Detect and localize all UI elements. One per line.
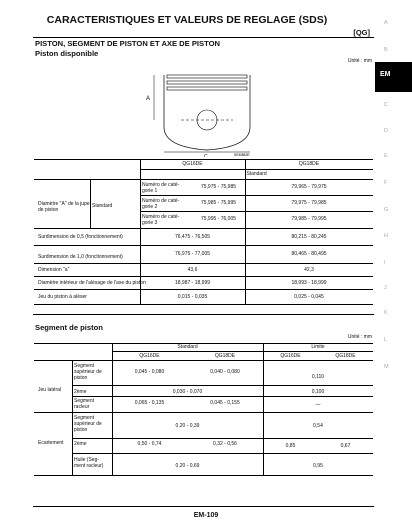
diagram-code: SEM882E — [234, 153, 250, 157]
piston-diagram — [134, 72, 274, 157]
gap-second-ring-lim-qg16: 0,85 — [285, 443, 296, 449]
row-oversize-10-label: Surdimension de 1,0 (fonctionnement) — [38, 254, 123, 260]
piston-outline — [164, 75, 250, 150]
row-oversize-10-qg16: 76,975 - 77,005 — [174, 251, 211, 257]
jeu-second-ring-limit: 0,100 — [311, 389, 325, 395]
end-gap-label: Ecartement — [38, 440, 64, 446]
section-title: PISTON, SEGMENT DE PISTON ET AXE DE PISTON — [35, 39, 220, 48]
ring-section-title: Segment de piston — [35, 323, 103, 332]
side-tab-m[interactable]: M — [384, 364, 389, 370]
row-dimension-a-label: Dimension "a" — [38, 267, 70, 273]
side-tab-j[interactable]: J — [384, 285, 387, 291]
dim-a-label: A — [146, 96, 151, 102]
jeu-oil-ring-qg18: 0,045 - 0,155 — [210, 400, 240, 406]
gap-top-ring-std: 0,20 - 0,39 — [175, 423, 200, 429]
section-rule — [33, 314, 374, 315]
row-oversize-05-label: Surdimension de 0,5 (fonctionnement) — [38, 234, 123, 240]
piston-table — [34, 159, 373, 305]
jeu-oil-ring-label: Segment racleur — [74, 398, 95, 410]
row-pin-bore-qg16: 18,987 - 18,999 — [174, 280, 211, 286]
footer-rule — [33, 506, 374, 507]
grade-1-qg18: 79,965 - 79,975 — [291, 184, 327, 190]
jeu-oil-ring-qg16: 0,065 - 0,135 — [134, 400, 165, 406]
side-tab-k[interactable]: K — [384, 310, 388, 316]
ring-col-lim-qg18: QG18DE — [335, 353, 356, 359]
grade-3-qg18: 79,985 - 79,995 — [291, 216, 327, 222]
gap-second-ring-std-qg16: 0,50 - 0,74 — [137, 441, 162, 447]
grade-2-qg16: 75,985 - 75,995 — [200, 200, 237, 206]
unit-label: Unité : mm — [347, 58, 372, 64]
row-clearance-qg16: 0,015 - 0,035 — [177, 294, 208, 300]
row-clearance-qg18: 0,025 - 0,045 — [294, 294, 324, 300]
row-oversize-05-qg18: 80,215 - 80,245 — [291, 234, 327, 240]
row-clearance-label: Jeu du piston à aléser — [38, 294, 87, 300]
jeu-top-ring-qg18: 0,040 - 0,080 — [210, 369, 240, 375]
grade-2-label: Numéro de caté- gorie 2 — [142, 198, 180, 210]
ring-table — [34, 343, 373, 476]
page-number: EM-109 — [193, 512, 219, 519]
jeu-top-ring-qg16: 0,045 - 0,080 — [134, 369, 165, 375]
gap-oil-ring-label: Huile (Seg- ment racleur) — [74, 457, 104, 469]
grade-3-qg16: 75,995 - 76,005 — [200, 216, 237, 222]
gap-second-ring-std-qg18: 0,32 - 0,56 — [213, 441, 237, 447]
page-title: CARACTERISTIQUES ET VALEURS DE REGLAGE (SDS) — [46, 14, 328, 26]
jeu-second-ring-std: 0,030 - 0,070 — [172, 389, 203, 395]
piston-ring-1 — [167, 75, 247, 78]
side-tab-g[interactable]: G — [384, 207, 389, 213]
row-dimension-a-qg16: 43,6 — [187, 267, 198, 273]
grade-1-label: Numéro de caté- gorie 1 — [142, 182, 180, 194]
row-pin-bore-label: Diamètre intérieur de l'alésage de l'axe du piston — [38, 280, 146, 286]
dim-c-label: C — [204, 154, 208, 157]
ring-unit-label: Unité : mm — [347, 334, 372, 340]
side-tab-d[interactable]: D — [384, 128, 388, 134]
side-tab-l[interactable]: L — [384, 337, 388, 343]
jeu-top-ring-label: Segment supérieur de piston — [74, 363, 102, 381]
ring-limit-header: Limite — [311, 344, 325, 350]
col-qg16de: QG16DE — [182, 161, 203, 167]
section-subtitle: Piston disponible — [35, 49, 99, 58]
gap-second-ring-label: 2ème — [74, 441, 87, 447]
ring-col-lim-qg16: QG16DE — [280, 353, 301, 359]
side-tab-f[interactable]: F — [384, 180, 388, 186]
side-tab-b[interactable]: B — [384, 47, 388, 53]
jeu-second-ring-label: 2ème — [74, 389, 87, 395]
col-qg18de: QG18DE — [298, 161, 320, 167]
gap-top-ring-limit: 0,54 — [313, 423, 323, 429]
model-code: [QG] — [353, 28, 370, 37]
grade-3-label: Numéro de caté- gorie 3 — [142, 214, 180, 226]
gap-oil-ring-std: 0,20 - 0,69 — [175, 463, 200, 469]
ring-standard-header: Standard — [177, 344, 198, 350]
header-rule — [33, 37, 374, 38]
side-tab-e[interactable]: E — [384, 153, 388, 159]
side-tab-em[interactable]: EM — [380, 71, 391, 78]
ring-col-std-qg16: QG16DE — [139, 353, 160, 359]
ring-col-std-qg18: QG18DE — [214, 353, 236, 359]
side-clearance-label: Jeu latéral — [38, 387, 62, 393]
grade-1-qg16: 75,975 - 75,985 — [200, 184, 237, 190]
piston-ring-3 — [167, 87, 247, 90]
skirt-diameter-label: Diamètre "A" de la jupe de piston — [38, 201, 90, 213]
side-tab-c[interactable]: C — [384, 102, 388, 108]
row-dimension-a-qg18: 42,3 — [304, 267, 314, 273]
row-oversize-05-qg16: 76,475 - 76,505 — [174, 234, 211, 240]
row-pin-bore-qg18: 18,993 - 18,999 — [291, 280, 327, 286]
side-tab-i[interactable]: I — [384, 260, 386, 266]
gap-second-ring-lim-qg18: 0,67 — [340, 443, 351, 449]
row-oversize-10-qg18: 80,465 - 80,495 — [291, 251, 327, 257]
jeu-top-ring-limit: 0,110 — [311, 374, 325, 380]
standard-label: Standard — [92, 203, 113, 209]
side-tab-a[interactable]: A — [384, 20, 388, 26]
standard-header: Standard — [246, 171, 267, 177]
piston-ring-2 — [167, 81, 247, 84]
grade-2-qg18: 79,975 - 79,985 — [291, 200, 327, 206]
jeu-oil-ring-limit: — — [315, 402, 321, 408]
gap-oil-ring-limit: 0,95 — [313, 463, 323, 469]
side-tab-h[interactable]: H — [384, 233, 388, 239]
gap-top-ring-label: Segment supérieur de piston — [74, 415, 102, 433]
